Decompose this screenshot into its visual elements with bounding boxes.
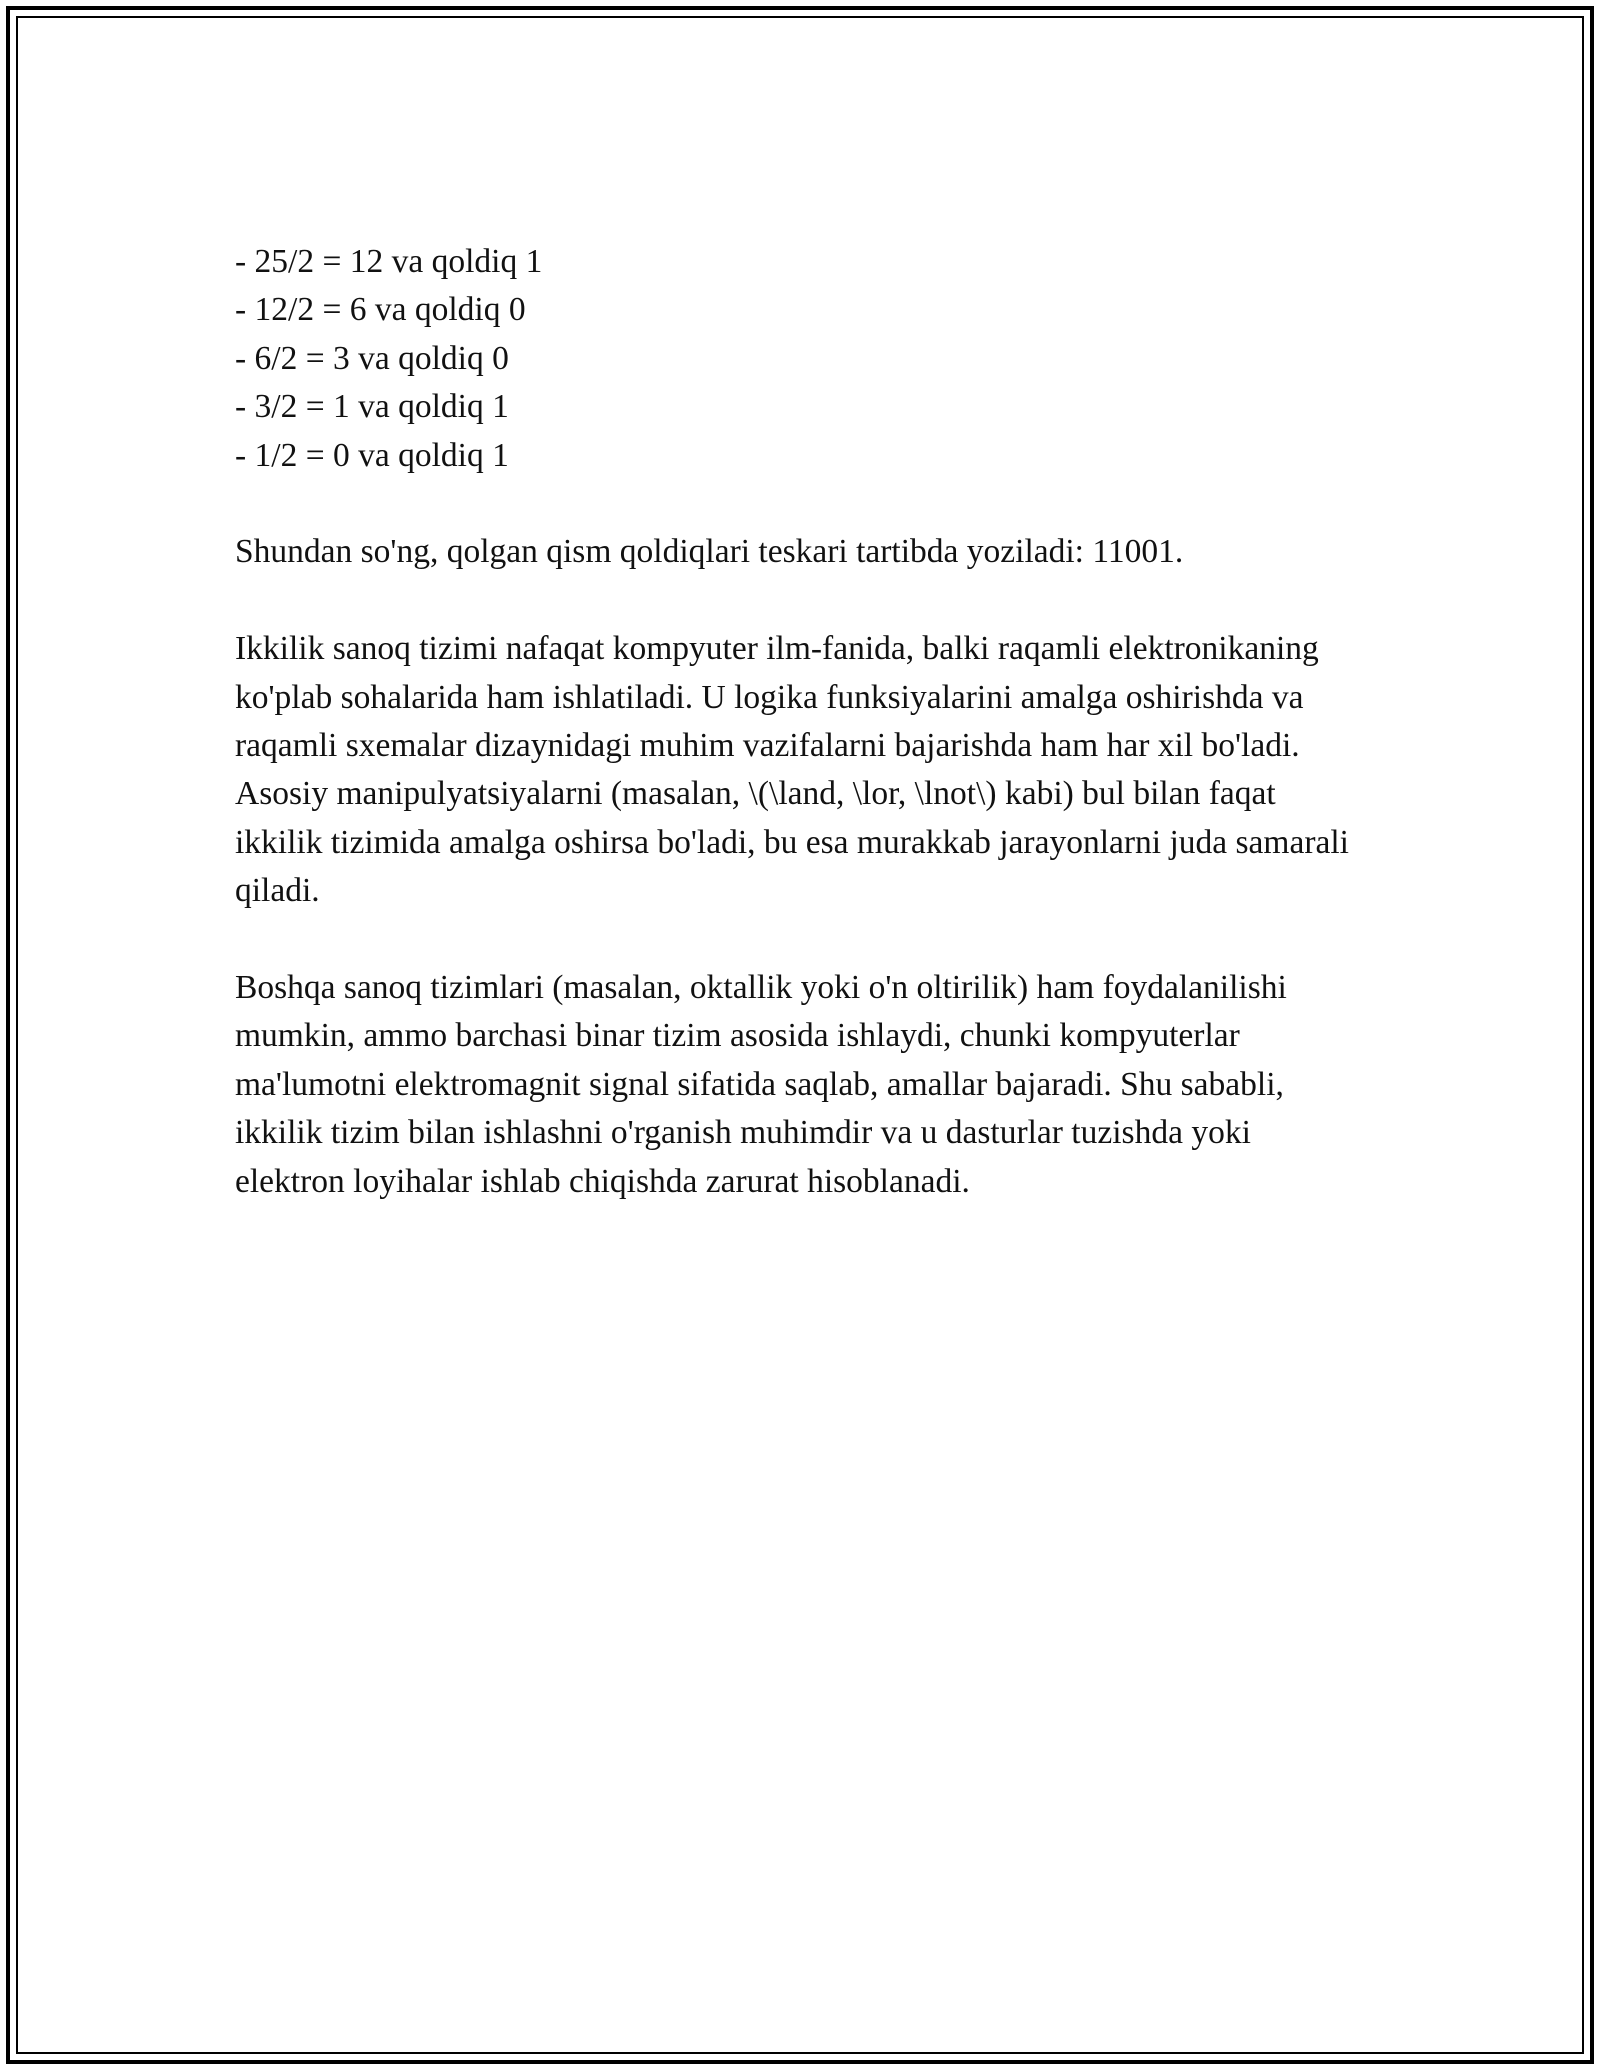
division-steps-list [235,238,1365,480]
division-step: - 3/2 = 1 va qoldiq 1 [235,388,509,426]
other-systems-paragraph: Boshqa sanoq tizimlari (masalan, oktallik yoki o'n oltirilik) ham foydalanilishi mumkin, ammo barchasi binar tizim asosida ishlaydi, chunki kompyuterlar ma'lumotni elektromagnit signal sifatida saqlab, amallar bajaradi. Shu sababli, ikkilik tizim bilan ishlashni o'rganish muhimdir va u dasturlar tuzishda yoki elektron loyihalar ishlab chiqishda zarurat hisoblanadi. [235,969,1287,1200]
division-step: - 1/2 = 0 va qoldiq 1 [235,436,509,474]
division-step: - 6/2 = 3 va qoldiq 0 [235,339,509,377]
division-step: - 25/2 = 12 va qoldiq 1 [235,243,543,280]
binary-usage-paragraph: Ikkilik sanoq tizimi nafaqat kompyuter ilm-fanida, balki raqamli elektronikaning ko'plab sohalarida ham ishlatiladi. U logika funksiyalarini amalga oshirishda va raqamli sxemalar dizaynidagi muhim vazifalarni bajarishda ham har xil bo'ladi. Asosiy manipulyatsiyalarni (masalan, \(\land, \lor, \lnot\) kabi) bul bilan faqat ikkilik tizimida amalga oshirsa bo'ladi, bu esa murakkab jarayonlarni juda samarali qiladi. [235,630,1349,910]
document-body [235,238,1365,1206]
division-step: - 12/2 = 6 va qoldiq 0 [235,291,526,329]
result-paragraph: Shundan so'ng, qolgan qism qoldiqlari teskari tartibda yoziladi: 11001. [235,533,1184,571]
